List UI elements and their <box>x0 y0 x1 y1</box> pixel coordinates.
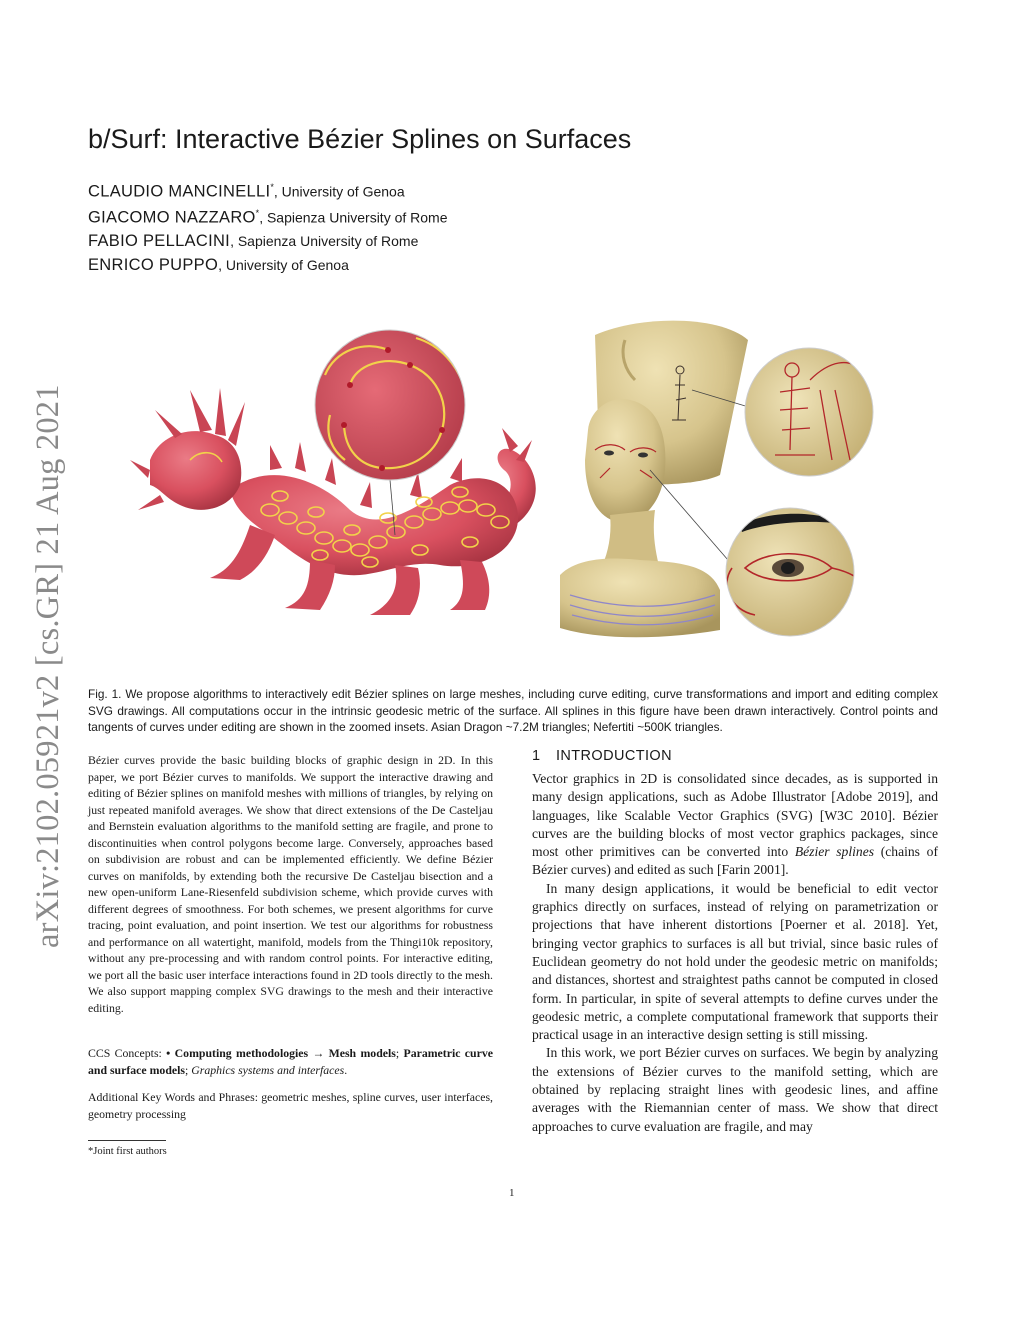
intro-text: (chains of Bézier curves) and edited as such [Farin 2001]. <box>532 844 938 878</box>
ccs-separator: ; <box>185 1062 192 1077</box>
author-2 <box>88 208 448 228</box>
author-affiliation: , Sapienza University of Rome <box>230 233 419 249</box>
ccs-end: . <box>344 1062 348 1077</box>
figure-caption: Fig. 1. We propose algorithms to interactively edit Bézier splines on large meshes, including curve editing, curve transformations and import and editing complex SVG drawings. All computations occur in the intrinsic geodesic metric of the surface. All splines in this figure have been drawn interactively. Control points and tangents of curves under editing are shown in the zoomed insets. Asian Dragon ~7.2M triangles; Nefertiti ~500K triangles. <box>88 687 938 734</box>
author-name: FABIO PELLACINI <box>88 232 231 250</box>
ccs-concept-2: Parametric curve and surface models <box>88 1046 493 1077</box>
intro-paragraph-2: In many design applications, it would be beneficial to edit vector graphics directly on surfaces, instead of relying on parametrization or projections that have inherent distortions [Poerner et al. 2018]. Yet, bringing vector graphics to surfaces is all but trivial, since basic rules of Euclidean geometry do not hold under the geodesic metric on manifolds; and distances, shortest and straightest paths cannot be computed in closed form. In particular, in spite of several attempts to define curves under the geodesic metric, a complete computational framework that supports their practical usage in an interactive design setting is still missing. <box>532 880 938 1043</box>
introduction-text <box>532 770 938 1136</box>
author-1 <box>88 182 405 202</box>
section-number: 1 <box>532 748 541 764</box>
author-3 <box>88 232 418 251</box>
ccs-label: CCS Concepts: <box>88 1046 167 1060</box>
nefertiti-crown-inset <box>745 348 873 476</box>
nefertiti-eye-inset <box>726 508 865 636</box>
ccs-concept-3: Graphics systems and interfaces <box>191 1062 345 1077</box>
author-mark: * <box>270 182 274 192</box>
author-name: ENRICO PUPPO <box>88 256 219 274</box>
intro-emphasis: Bézier splines <box>794 844 875 860</box>
author-name: GIACOMO NAZZARO <box>88 208 256 227</box>
arxiv-identifier: arXiv:2102.05921v2 [cs.GR] 21 Aug 2021 <box>30 384 66 948</box>
author-affiliation: , University of Genoa <box>218 257 349 273</box>
nefertiti-model <box>560 321 752 638</box>
ccs-concept-1: Computing methodologies → Mesh models <box>174 1046 396 1060</box>
footnote: *Joint first authors <box>88 1146 167 1157</box>
ccs-separator: ; <box>395 1046 404 1060</box>
intro-text: Vector graphics in 2D is consolidated since decades, as is supported in many design applications, such as Adobe Illustrator [Adobe 2019], and languages, like Scalable Vector Graphics (SVG) [W3C 2010]. Bézier curves are the building blocks of most vector graphics packages, since most other primitives can be converted into <box>532 771 938 860</box>
dragon-zoom-inset <box>315 330 465 483</box>
footnote-rule <box>88 1140 166 1141</box>
teaser-figure <box>120 310 900 682</box>
section-heading <box>532 748 672 764</box>
section-title: INTRODUCTION <box>556 748 672 764</box>
author-affiliation: , Sapienza University of Rome <box>259 209 448 226</box>
paper-title: b/Surf: Interactive Bézier Splines on Surfaces <box>88 124 632 154</box>
intro-paragraph-3: In this work, we port Bézier curves on surfaces. We begin by analyzing the extensions of Bézier curves to the manifold setting, which are obtained by replacing straight lines with geodesic lines, and affine averages with the Riemannian center of mass. We show that direct approaches to curve evaluation are fragile, and may <box>532 1045 938 1134</box>
ccs-concepts <box>88 1045 493 1078</box>
abstract: Bézier curves provide the basic building blocks of graphic design in 2D. In this paper, we port Bézier curves to manifolds. We support the interactive drawing and editing of Bézier splines on manifold meshes with millions of triangles, by relying on just repeated manifold averages. We show that direct extensions of the De Casteljau and Bernstein evaluation algorithms to the manifold setting are fragile, and prone to discontinuities when control polygons become large. Conversely, approaches based on subdivision are robust and can be implemented efficiently. We define Bézier curves on manifolds, by extending both the recursive De Casteljau bisection and a new open-uniform Lane-Riesenfeld subdivision scheme, which provide curves with different degrees of smoothness. For both schemes, we present algorithms for curve tracing, point evaluation, and point insertion. We test our algorithms for robustness and performance on all watertight, manifold, models from the Thingi10k repository, without any pre-processing and with random control points. For interactive editing, we port all the basic user interface interactions found in 2D tools directly to the mesh. We also support mapping complex SVG drawings to the mesh and their interactive editing. <box>88 753 493 1015</box>
page-number: 1 <box>509 1187 515 1199</box>
author-mark: * <box>255 208 260 218</box>
author-4 <box>88 256 349 275</box>
ccs-bullet: • <box>166 1046 175 1060</box>
intro-paragraph-1 <box>532 770 938 880</box>
author-affiliation: , University of Genoa <box>273 183 405 200</box>
keywords: Additional Key Words and Phrases: geometric meshes, spline curves, user interfaces, geometry processing <box>88 1090 493 1121</box>
author-name: CLAUDIO MANCINELLI <box>88 182 271 201</box>
